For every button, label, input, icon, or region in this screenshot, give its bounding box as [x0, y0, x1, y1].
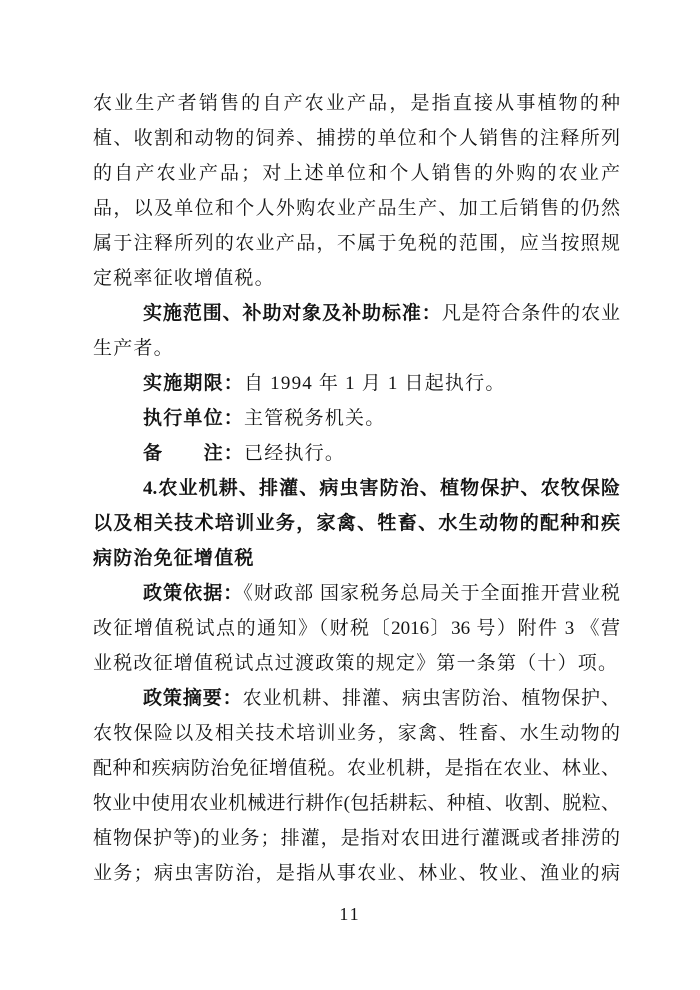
text-line: [93, 541, 620, 576]
document-content: [93, 86, 620, 891]
body-text: 业务；病虫害防治，是指从事农业、林业、牧业、渔业的病: [93, 863, 620, 884]
text-line: [93, 681, 620, 716]
text-line: [93, 261, 620, 296]
body-text: 自 1994 年 1 月 1 日起执行。: [244, 373, 506, 394]
text-line: [93, 821, 620, 856]
text-line: [93, 646, 620, 681]
bold-label: 病防治免征增值税: [93, 548, 255, 569]
bold-label: 4.农业机耕、排灌、病虫害防治、植物保护、农牧保险: [143, 478, 620, 499]
heading-item-4: [93, 471, 620, 576]
text-line: [93, 576, 620, 611]
text-line: [93, 156, 620, 191]
body-text: 生产者。: [93, 338, 174, 359]
body-text: 植、收割和动物的饲养、捕捞的单位和个人销售的注释所列: [93, 128, 620, 149]
para-remark: [93, 436, 620, 471]
text-line: [93, 471, 620, 506]
bold-label: 备 注：: [143, 443, 245, 464]
page-number: 11: [339, 904, 361, 924]
text-line: [93, 401, 620, 436]
body-text: 农牧保险以及相关技术培训业务，家禽、牲畜、水生动物的: [93, 723, 620, 744]
text-line: [93, 436, 620, 471]
para-policy-basis: [93, 576, 620, 681]
para-policy-summary: [93, 681, 620, 891]
text-line: [93, 226, 620, 261]
body-text: 植物保护等)的业务；排灌，是指对农田进行灌溉或者排涝的: [93, 828, 620, 849]
text-line: [93, 751, 620, 786]
body-text: 定税率征收增值税。: [93, 268, 275, 289]
text-line: [93, 611, 620, 646]
para-implementation-scope: [93, 296, 620, 366]
para-executing-agency: [93, 401, 620, 436]
body-text: 配种和疾病防治免征增值税。农业机耕，是指在农业、林业、: [93, 758, 620, 779]
bold-label: 实施范围、补助对象及补助标准：: [143, 303, 442, 324]
body-text: 业税改征增值税试点过渡政策的规定》第一条第（十）项。: [93, 653, 619, 674]
bold-label: 执行单位：: [143, 408, 245, 429]
text-line: [93, 86, 620, 121]
bold-label: 实施期限：: [143, 373, 245, 394]
text-line: [93, 856, 620, 891]
text-line: [93, 331, 620, 366]
body-text: 已经执行。: [244, 443, 346, 464]
body-text: 农业生产者销售的自产农业产品，是指直接从事植物的种: [93, 93, 620, 114]
text-line: [93, 191, 620, 226]
body-text: 改征增值税试点的通知》（财税〔2016〕36 号）附件 3 《营: [93, 618, 620, 639]
body-text: 品，以及单位和个人外购农业产品生产、加工后销售的仍然: [93, 198, 620, 219]
text-line: [93, 506, 620, 541]
body-text: 凡是符合条件的农业: [441, 303, 620, 324]
text-line: [93, 121, 620, 156]
bold-label: 政策摘要：: [143, 688, 243, 709]
body-text: 牧业中使用农业机械进行耕作(包括耕耘、种植、收割、脱粒、: [93, 793, 620, 814]
bold-label: 政策依据：: [143, 583, 244, 604]
body-text: 的自产农业产品；对上述单位和个人销售的外购的农业产: [93, 163, 620, 184]
body-text: 主管税务机关。: [244, 408, 386, 429]
text-line: [93, 366, 620, 401]
para-tax-exemption-scope: [93, 86, 620, 296]
body-text: 《财政部 国家税务总局关于全面推开营业税: [243, 583, 620, 604]
body-text: 农业机耕、排灌、病虫害防治、植物保护、: [242, 688, 620, 709]
para-implementation-period: [93, 366, 620, 401]
bold-label: 以及相关技术培训业务，家禽、牲畜、水生动物的配种和疾: [93, 513, 620, 534]
body-text: 属于注释所列的农业产品，不属于免税的范围，应当按照规: [93, 233, 620, 254]
text-line: [93, 296, 620, 331]
text-line: [93, 716, 620, 751]
text-line: [93, 786, 620, 821]
